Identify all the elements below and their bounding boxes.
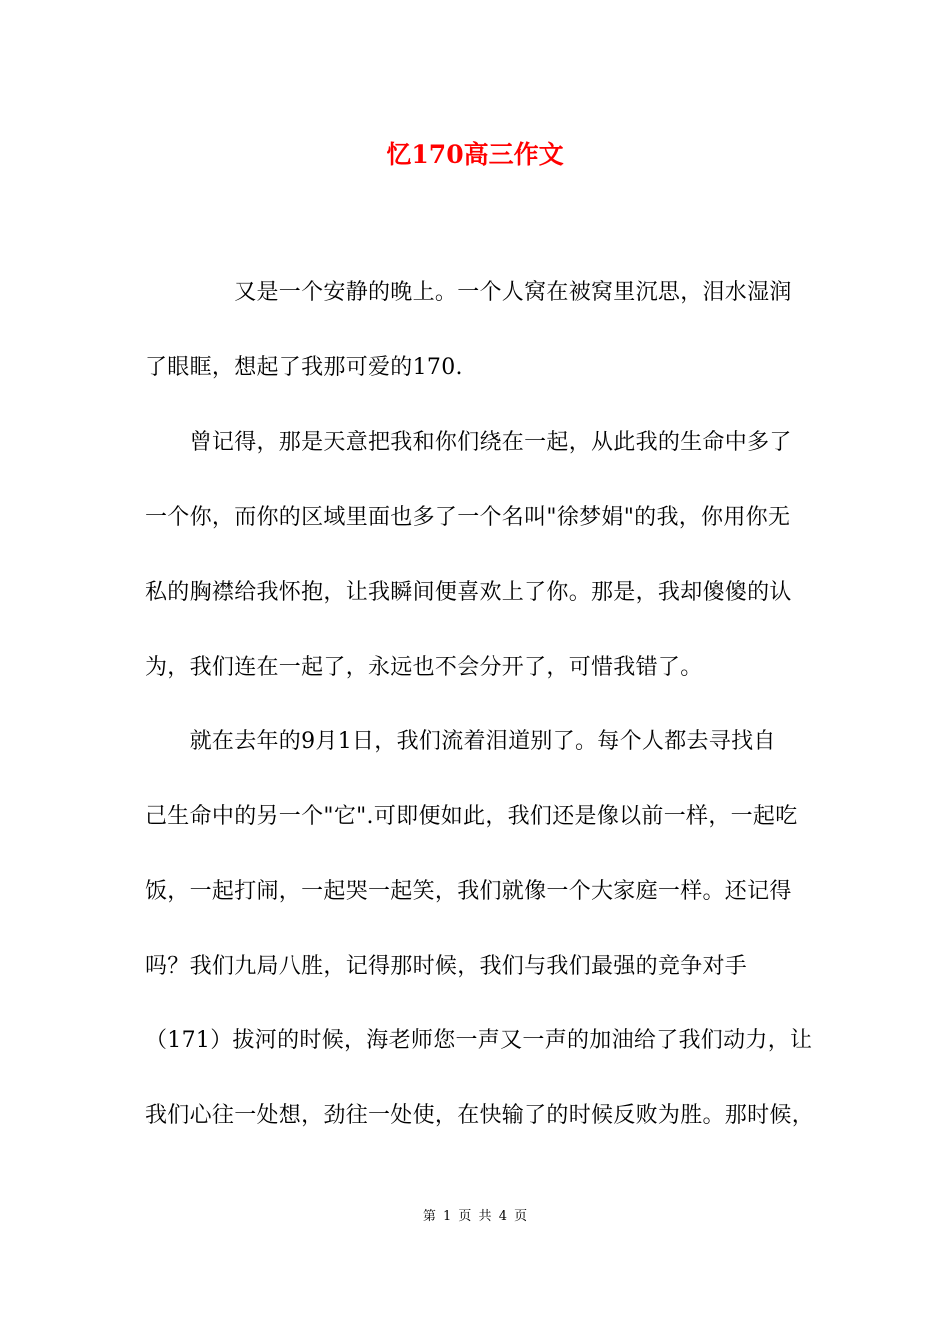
text-line: 又是一个安静的晚上。一个人窝在被窝里沉思，泪水湿润 (145, 280, 792, 305)
document-title: 忆170高三作文 (386, 140, 564, 169)
text-line: 饭，一起打闹，一起哭一起笑，我们就像一个大家庭一样。还记得 (145, 879, 792, 904)
text-line: 一个你，而你的区域里面也多了一个名叫"徐梦娟"的我，你用你无 (145, 505, 791, 530)
page-number: 第 1 页 共 4 页 (422, 1209, 528, 1224)
text-line: 了眼眶，想起了我那可爱的170. (145, 355, 463, 380)
text-line: 我们心往一处想，劲往一处使，在快输了的时候反败为胜。那时候， (145, 1103, 815, 1128)
text-line: 吗？我们九局八胜，记得那时候，我们与我们最强的竞争对手 (145, 954, 748, 979)
text-line: 己生命中的另一个"它".可即便如此，我们还是像以前一样，一起吃 (145, 804, 798, 829)
text-line: （171）拔河的时候，海老师您一声又一声的加油给了我们动力，让 (145, 1028, 813, 1053)
text-line: 就在去年的9月1日，我们流着泪道别了。每个人都去寻找自 (145, 729, 776, 754)
text-line: 曾记得，那是天意把我和你们绕在一起，从此我的生命中多了 (145, 430, 792, 455)
text-line: 为，我们连在一起了，永远也不会分开了，可惜我错了。 (145, 655, 703, 680)
text-line: 私的胸襟给我怀抱，让我瞬间便喜欢上了你。那是，我却傻傻的认 (145, 580, 792, 605)
